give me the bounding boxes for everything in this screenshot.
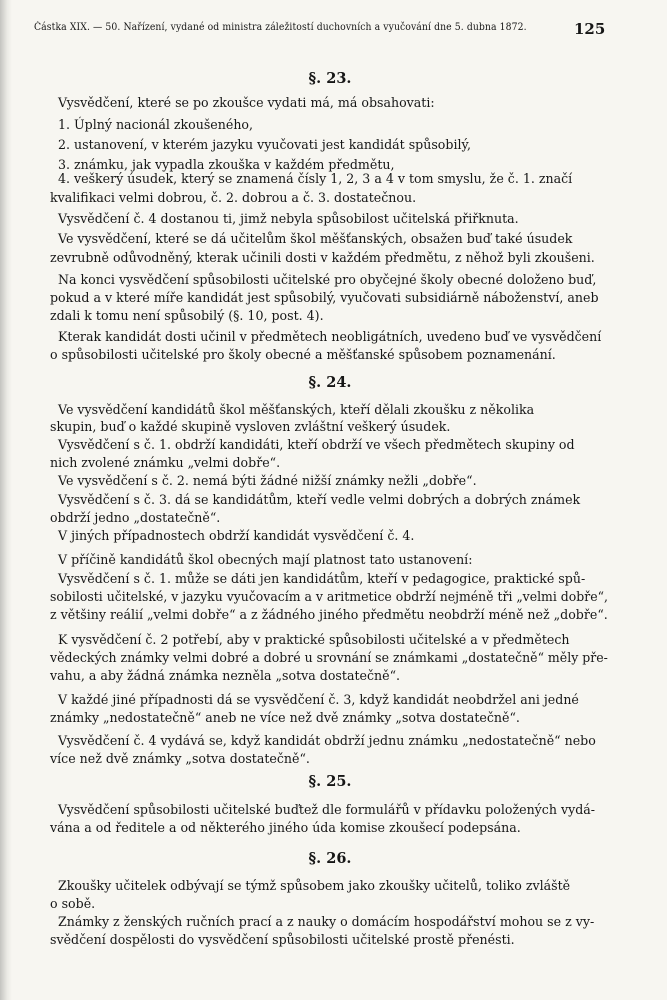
- section-heading: §. 26.: [308, 850, 352, 867]
- paragraph-line: o sobě.: [50, 896, 96, 911]
- paragraph-line: V jiných případnostech obdrží kandidát vysvědčení č. 4.: [58, 528, 415, 543]
- paragraph-line: kvalifikaci velmi dobrou, č. 2. dobrou a č. 3. dostatečnou.: [50, 190, 417, 205]
- page-number: 125: [574, 20, 606, 38]
- paragraph-line: V příčině kandidátů škol obecných mají platnost tato ustanovení:: [58, 552, 473, 567]
- paragraph-line: Vysvědčení č. 4 vydává se, když kandidát obdrží jednu známku „nedostatečně“ nebo: [58, 733, 596, 748]
- paragraph-line: zevrubně odůvodněný, kterak učinili dosti v každém předmětu, z něhož byli zkoušeni.: [50, 250, 595, 265]
- paragraph-line: Vysvědčení č. 4 dostanou ti, jimž nebyla spůsobilost učitelská přiřknuta.: [58, 211, 519, 226]
- section-heading: §. 23.: [308, 70, 352, 87]
- paragraph-line: Vysvědčení, které se po zkoušce vydati má, má obsahovati:: [58, 95, 435, 110]
- paragraph-line: vědeckých známky velmi dobré a dobré u srovnání se známkami „dostatečně“ měly pře-: [50, 650, 608, 665]
- paragraph-line: zdali k tomu není spůsobilý (§. 10, post. 4).: [50, 308, 324, 323]
- paragraph-line: Ve vysvědčení kandidátů škol měšťanských, kteří dělali zkoušku z několika: [58, 402, 535, 417]
- paragraph-line: Vysvědčení spůsobilosti učitelské buďtež dle formulářů v přídavku položených vydá-: [58, 802, 596, 817]
- list-item: 2. ustanovení, v kterém jazyku vyučovati jest kandidát spůsobilý,: [58, 137, 471, 152]
- paragraph-line: K vysvědčení č. 2 potřebí, aby v praktické spůsobilosti učitelské a v předmětech: [58, 632, 570, 647]
- paragraph-line: Známky z ženských ručních prací a z nauky o domácím hospodářství mohou se z vy-: [58, 914, 595, 929]
- paragraph-line: Vysvědčení s č. 1. může se dáti jen kandidátům, kteří v pedagogice, praktické spů-: [58, 571, 586, 586]
- list-item: 3. známku, jak vypadla zkouška v každém předmětu,: [58, 157, 395, 172]
- paragraph-line: Ve vysvědčení s č. 2. nemá býti žádné nižší známky nežli „dobře“.: [58, 473, 477, 488]
- paragraph-line: svědčení dospělosti do vysvědčení spůsobilosti učitelské prostě přenésti.: [50, 932, 515, 947]
- section-heading: §. 24.: [308, 374, 352, 391]
- paragraph-line: vahu, a aby žádná známka nezněla „sotva dostatečně“.: [50, 668, 401, 683]
- paragraph-line: sobilosti učitelské, v jazyku vyučovacím a v aritmetice obdrží nejméně tři „velmi dobře“,: [50, 589, 608, 604]
- paragraph-line: Vysvědčení s č. 3. dá se kandidátům, kteří vedle velmi dobrých a dobrých známek: [58, 492, 581, 507]
- paragraph-line: Ve vysvědčení, které se dá učitelům škol měšťanských, obsažen buď také úsudek: [58, 231, 573, 246]
- paragraph-line: známky „nedostatečně“ aneb ne více než dvě známky „sotva dostatečně“.: [50, 710, 520, 725]
- section-heading: §. 25.: [308, 773, 352, 790]
- paragraph-line: nich zvolené známku „velmi dobře“.: [50, 455, 281, 470]
- paragraph-line: obdrží jedno „dostatečně“.: [50, 510, 221, 525]
- paragraph-line: Kterak kandidát dosti učinil v předmětech neobligátních, uvedeno buď ve vysvědčení: [58, 329, 602, 344]
- paragraph-line: Zkoušky učitelek odbývají se týmž spůsobem jako zkoušky učitelů, toliko zvláště: [58, 878, 571, 893]
- list-item: 4. veškerý úsudek, který se znamená čísly 1, 2, 3 a 4 v tom smyslu, že č. 1. značí: [58, 171, 573, 186]
- paragraph-line: vána a od ředitele a od některého jiného úda komise zkoušecí podepsána.: [50, 820, 521, 835]
- list-item: 1. Úplný nacionál zkoušeného,: [58, 117, 254, 132]
- paragraph-line: V každé jiné případnosti dá se vysvědčení č. 3, když kandidát neobdržel ani jedné: [58, 692, 579, 707]
- scan-edge-shadow: [0, 0, 12, 1000]
- paragraph-line: pokud a v které míře kandidát jest spůsobilý, vyučovati subsidiárně náboženství, aneb: [50, 290, 599, 305]
- paragraph-line: více než dvě známky „sotva dostatečně“.: [50, 751, 310, 766]
- paragraph-line: z většiny reálií „velmi dobře“ a z žádného jiného předmětu neobdrží méně než „dobře“.: [50, 607, 608, 622]
- paragraph-line: Vysvědčení s č. 1. obdrží kandidáti, kteří obdrží ve všech předmětech skupiny od: [58, 437, 575, 452]
- running-head: Částka XIX. — 50. Nařízení, vydané od ministra záležitostí duchovních a vyučování dne 5. dubna 1872.: [34, 22, 527, 33]
- paragraph-line: o spůsobilosti učitelské pro školy obecné a měšťanské spůsobem poznamenání.: [50, 347, 556, 362]
- paragraph-line: Na konci vysvědčení spůsobilosti učitelské pro obyčejné školy obecné doloženo buď,: [58, 272, 597, 287]
- paragraph-line: skupin, buď o každé skupině vysloven zvláštní veškerý úsudek.: [50, 419, 451, 434]
